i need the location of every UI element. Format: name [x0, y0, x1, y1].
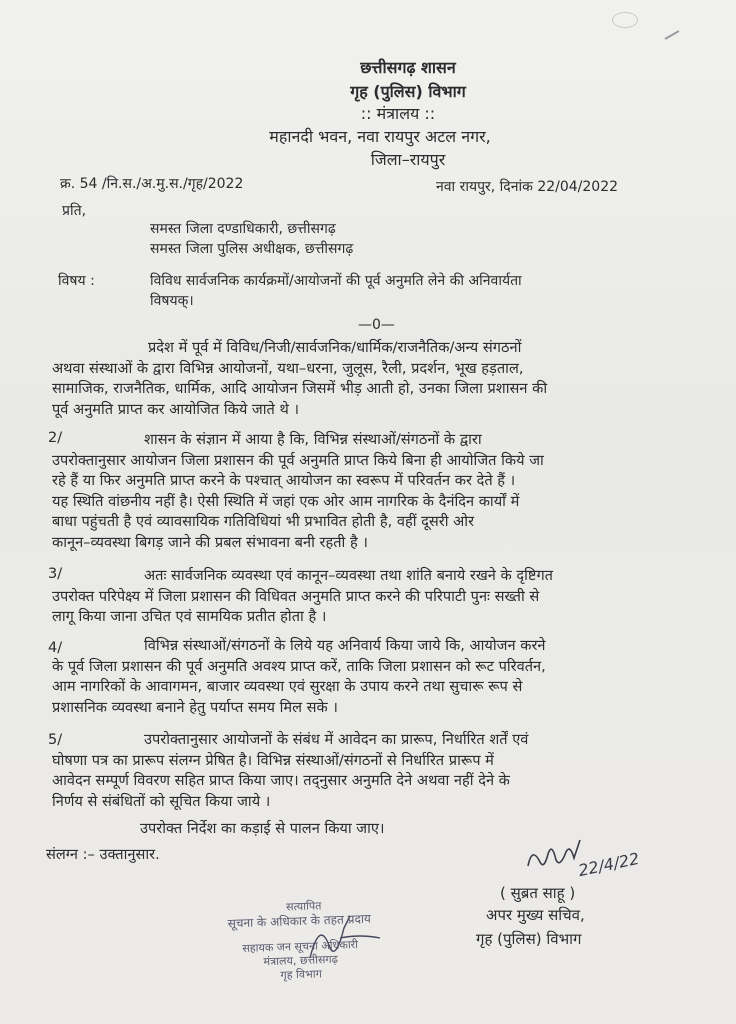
paragraph-2-line: यह स्थिति वांछनीय नहीं है। ऐसी स्थिति में जहां एक ओर आम नागरिक के दैनंदिन कार्यों में [52, 492, 520, 510]
stamp-line: मंत्रालय, छत्तीसगढ़ [263, 952, 339, 969]
paragraph-2-line: शासन के संज्ञान में आया है कि, विभिन्न संस्थाओं/संगठनों के द्वारा [144, 431, 482, 448]
paragraph-2-line: बाधा पहुंचती है एवं व्यावसायिक गतिविधियां भी प्रभावित होती है, वहीं दूसरी ओर [52, 513, 475, 530]
paragraph-3-line: लागू किया जाना उचित एवं सामयिक प्रतीत होता है । [52, 608, 327, 625]
paragraph-1-line: अथवा संस्थाओं के द्वारा विभिन्न आयोजनों, यथा–धरना, जुलूस, रैली, प्रदर्शन, भूख हड़ताल, [52, 359, 524, 377]
stamp-line: सूचना के अधिकार के तहत प्रदाय [227, 911, 372, 931]
signatory-designation: अपर मुख्य सचिव, [486, 906, 585, 924]
stamp-line: सहायक जन सूचना अधिकारी [242, 937, 359, 956]
closing-instruction: उपरोक्त निर्देश का कड़ाई से पालन किया जाए। [140, 820, 385, 837]
paragraph-5-line: घोषणा पत्र का प्रारूप संलग्न प्रेषित है। विभिन्न संस्थाओं/संगठनों से निर्धारित प्रारूप में [52, 751, 494, 769]
to-police-superintendents: समस्त जिला पुलिस अधीक्षक, छत्तीसगढ़ [150, 241, 354, 257]
paragraph-4-line: विभिन्न संस्थाओं/संगठनों के लिये यह अनिवार्य किया जाये कि, आयोजन करने [144, 637, 546, 654]
reference-date: नवा रायपुर, दिनांक 22/04/2022 [436, 179, 619, 195]
paragraph-4-line: प्रशासनिक व्यवस्था बनाने हेतु पर्याप्त समय मिल सके । [52, 698, 338, 716]
stamp-signature-icon [300, 908, 390, 968]
paragraph-4 [52, 636, 672, 718]
paragraph-2-line: रहे हैं या फिर अनुमति प्राप्त करने के पश्चात् आयोजन का स्वरूप में परिवर्तन कर देते हैं । [52, 472, 516, 489]
paragraph-4-line: के पूर्व जिला प्रशासन की पूर्व अनुमति अवश्य प्राप्त करें, ताकि जिला प्रशासन को रूट परिवर्तन, [52, 657, 546, 675]
paragraph-1-line: प्रदेश में पूर्व में विविध/निजी/सार्वजनिक/धार्मिक/राजनैतिक/अन्य संगठनों [148, 339, 522, 356]
enclosure: संलग्न :– उक्तानुसार. [46, 846, 160, 863]
subject-line-2: विषयक्। [150, 293, 194, 309]
subject-line-1: विविध सार्वजनिक कार्यक्रमों/आयोजनों की पूर्व अनुमति लेने की अनिवार्यता [150, 273, 522, 289]
signature-date: 22/4/22 [576, 848, 641, 881]
header-government: छत्तीसगढ़ शासन [360, 58, 456, 77]
paragraph-2 [52, 430, 672, 553]
to-collectors: समस्त जिला दण्डाधिकारी, छत्तीसगढ़ [150, 221, 336, 237]
paragraph-3-number: 3/ [48, 566, 63, 582]
paragraph-5 [52, 730, 672, 812]
separator: —0— [358, 317, 395, 333]
paragraph-2-line: उपरोक्तानुसार आयोजन जिला प्रशासन की पूर्व अनुमति प्राप्त किये बिना ही आयोजित किये जा [52, 451, 544, 469]
paragraph-2-line: कानून–व्यवस्था बिगड़ जाने की प्रबल संभावना बनी रहती है । [52, 533, 368, 551]
subject-label: विषय : [58, 273, 95, 289]
header-department: गृह (पुलिस) विभाग [350, 82, 466, 101]
header-address: महानदी भवन, नवा रायपुर अटल नगर, [269, 127, 491, 146]
stamp-line: सत्यापित [285, 899, 322, 914]
paragraph-1-line: सामाजिक, राजनैतिक, धार्मिक, आदि आयोजन जिसमें भीड़ आती हो, उनका जिला प्रशासन की [52, 380, 548, 397]
paragraph-5-line: आवेदन सम्पूर्ण विवरण सहित प्राप्त किया जाए। तद्नुसार अनुमति देने अथवा नहीं देने के [52, 772, 510, 789]
paragraph-4-line: आम नागरिकों के आवागमन, बाजार व्यवस्था एवं सुरक्षा के उपाय करने तथा सुचारू रूप से [52, 678, 523, 695]
paragraph-3 [52, 566, 672, 628]
paragraph-5-line: निर्णय से संबंधितों को सूचित किया जाये । [52, 792, 271, 810]
paragraph-5-line: उपरोक्तानुसार आयोजनों के संबंध में आवेदन का प्रारूप, निर्धारित शर्तें एवं [144, 731, 529, 748]
paragraph-3-line: उपरोक्त परिपेक्ष्य में जिला प्रशासन की विधिवत अनुमति प्राप्त करने की परिपाटी पुनः सख्ती से [52, 587, 540, 605]
paragraph-3-line: अतः सार्वजनिक व्यवस्था एवं कानून–व्यवस्था तथा शांति बनाये रखने के दृष्टिगत [144, 567, 553, 584]
paragraph-1-line: पूर्व अनुमति प्राप्त कर आयोजित किये जाते थे । [52, 400, 299, 418]
paragraph-1 [52, 338, 672, 420]
scan-mark-icon [612, 12, 638, 28]
paragraph-5-number: 5/ [48, 732, 63, 748]
header-district: जिला–रायपुर [370, 150, 446, 169]
signatory-department: गृह (पुलिस) विभाग [476, 930, 582, 948]
reference-number: क्र. 54 /नि.स./अ.मु.स./गृह/2022 [60, 176, 244, 192]
paragraph-4-number: 4/ [48, 640, 63, 656]
pen-mark-icon [665, 30, 680, 40]
stamp-line: गृह विभाग [280, 967, 323, 982]
paragraph-2-number: 2/ [48, 430, 63, 446]
to-label: प्रति, [62, 203, 87, 219]
header-ministry: :: मंत्रालय :: [360, 104, 436, 123]
signatory-name: ( सुब्रत साहू ) [500, 884, 576, 902]
